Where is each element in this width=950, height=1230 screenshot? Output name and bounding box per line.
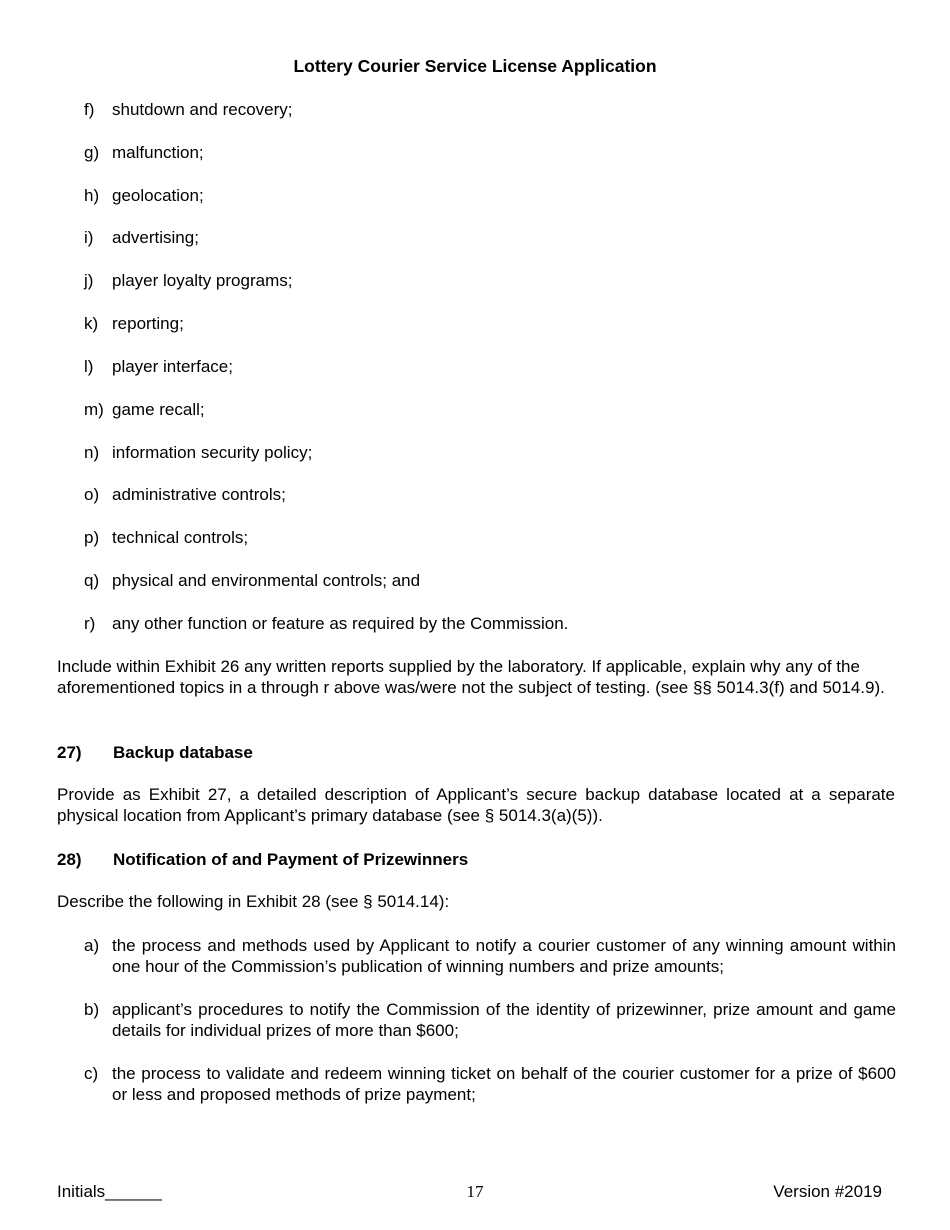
section-title: Backup database <box>113 743 253 762</box>
list-marker: h) <box>84 186 100 205</box>
list-marker: n) <box>84 443 100 462</box>
page-title: Lottery Courier Service License Application <box>293 56 657 76</box>
list-marker: k) <box>84 314 99 333</box>
list-item-text: applicant’s procedures to notify the Commission of the identity of prizewinner, prize amount and game details for individual prizes of more than $600; <box>112 1000 896 1040</box>
list-marker: c) <box>84 1064 99 1083</box>
page-number: 17 <box>466 1182 484 1201</box>
footer-initials: Initials______ <box>57 1182 162 1201</box>
list-marker: a) <box>84 936 100 955</box>
list-item <box>84 484 896 505</box>
list-marker: b) <box>84 1000 100 1019</box>
list-item <box>84 99 896 120</box>
list-item-text: technical controls; <box>112 528 249 547</box>
list-item-text: malfunction; <box>112 143 204 162</box>
list-item-text: geolocation; <box>112 186 204 205</box>
list-marker: g) <box>84 143 100 162</box>
list-item <box>84 613 896 634</box>
list-item <box>84 356 896 377</box>
list-item-text: shutdown and recovery; <box>112 100 293 119</box>
list-item <box>84 270 896 291</box>
section-number: 27) <box>57 743 82 762</box>
section-title: Notification of and Payment of Prizewinners <box>113 850 469 869</box>
list-item <box>84 142 896 163</box>
list-marker: j) <box>84 271 94 290</box>
list-item <box>84 570 896 591</box>
list-item <box>84 527 896 548</box>
list-item <box>84 1063 896 1105</box>
list-item <box>84 185 896 206</box>
list-item-text: advertising; <box>112 228 199 247</box>
list-item-text: administrative controls; <box>112 485 286 504</box>
list-item <box>84 442 896 463</box>
section-28-intro: Describe the following in Exhibit 28 (see § 5014.14): <box>57 892 450 911</box>
section-27-heading <box>57 742 253 763</box>
list-item <box>84 227 896 248</box>
list-marker: o) <box>84 485 100 504</box>
list-item-text: game recall; <box>112 400 205 419</box>
list-item-text: reporting; <box>112 314 184 333</box>
exhibit-26-paragraph: Include within Exhibit 26 any written reports supplied by the laboratory. If applicable, explain why any of the aforementioned topics in a through r above was/were not the subject of testing. (see §§ 5014.3(f) and 5014.9). <box>57 657 885 697</box>
list-item-text: information security policy; <box>112 443 313 462</box>
list-item-text: player interface; <box>112 357 233 376</box>
list-item <box>84 935 896 977</box>
list-item <box>84 999 896 1041</box>
list-item-text: physical and environmental controls; and <box>112 571 421 590</box>
list-marker: q) <box>84 571 100 590</box>
list-marker: p) <box>84 528 100 547</box>
section-28-heading <box>57 849 468 870</box>
list-item <box>84 313 896 334</box>
list-marker: f) <box>84 100 95 119</box>
list-item-text: the process to validate and redeem winning ticket on behalf of the courier customer for a prize of $600 or less and proposed methods of prize payment; <box>112 1064 896 1104</box>
list-item-text: any other function or feature as required by the Commission. <box>112 614 569 633</box>
section-27-body: Provide as Exhibit 27, a detailed description of Applicant’s secure backup database located at a separate physical location from Applicant’s primary database (see § 5014.3(a)(5)). <box>57 785 895 825</box>
list-item-text: the process and methods used by Applicant to notify a courier customer of any winning amount within one hour of the Commission’s publication of winning numbers and prize amounts; <box>112 936 896 976</box>
list-marker: l) <box>84 357 94 376</box>
list-item <box>84 399 896 420</box>
footer-version: Version #2019 <box>773 1182 882 1201</box>
list-marker: i) <box>84 228 94 247</box>
section-number: 28) <box>57 850 82 869</box>
list-marker: m) <box>84 400 104 419</box>
list-marker: r) <box>84 614 96 633</box>
list-item-text: player loyalty programs; <box>112 271 293 290</box>
